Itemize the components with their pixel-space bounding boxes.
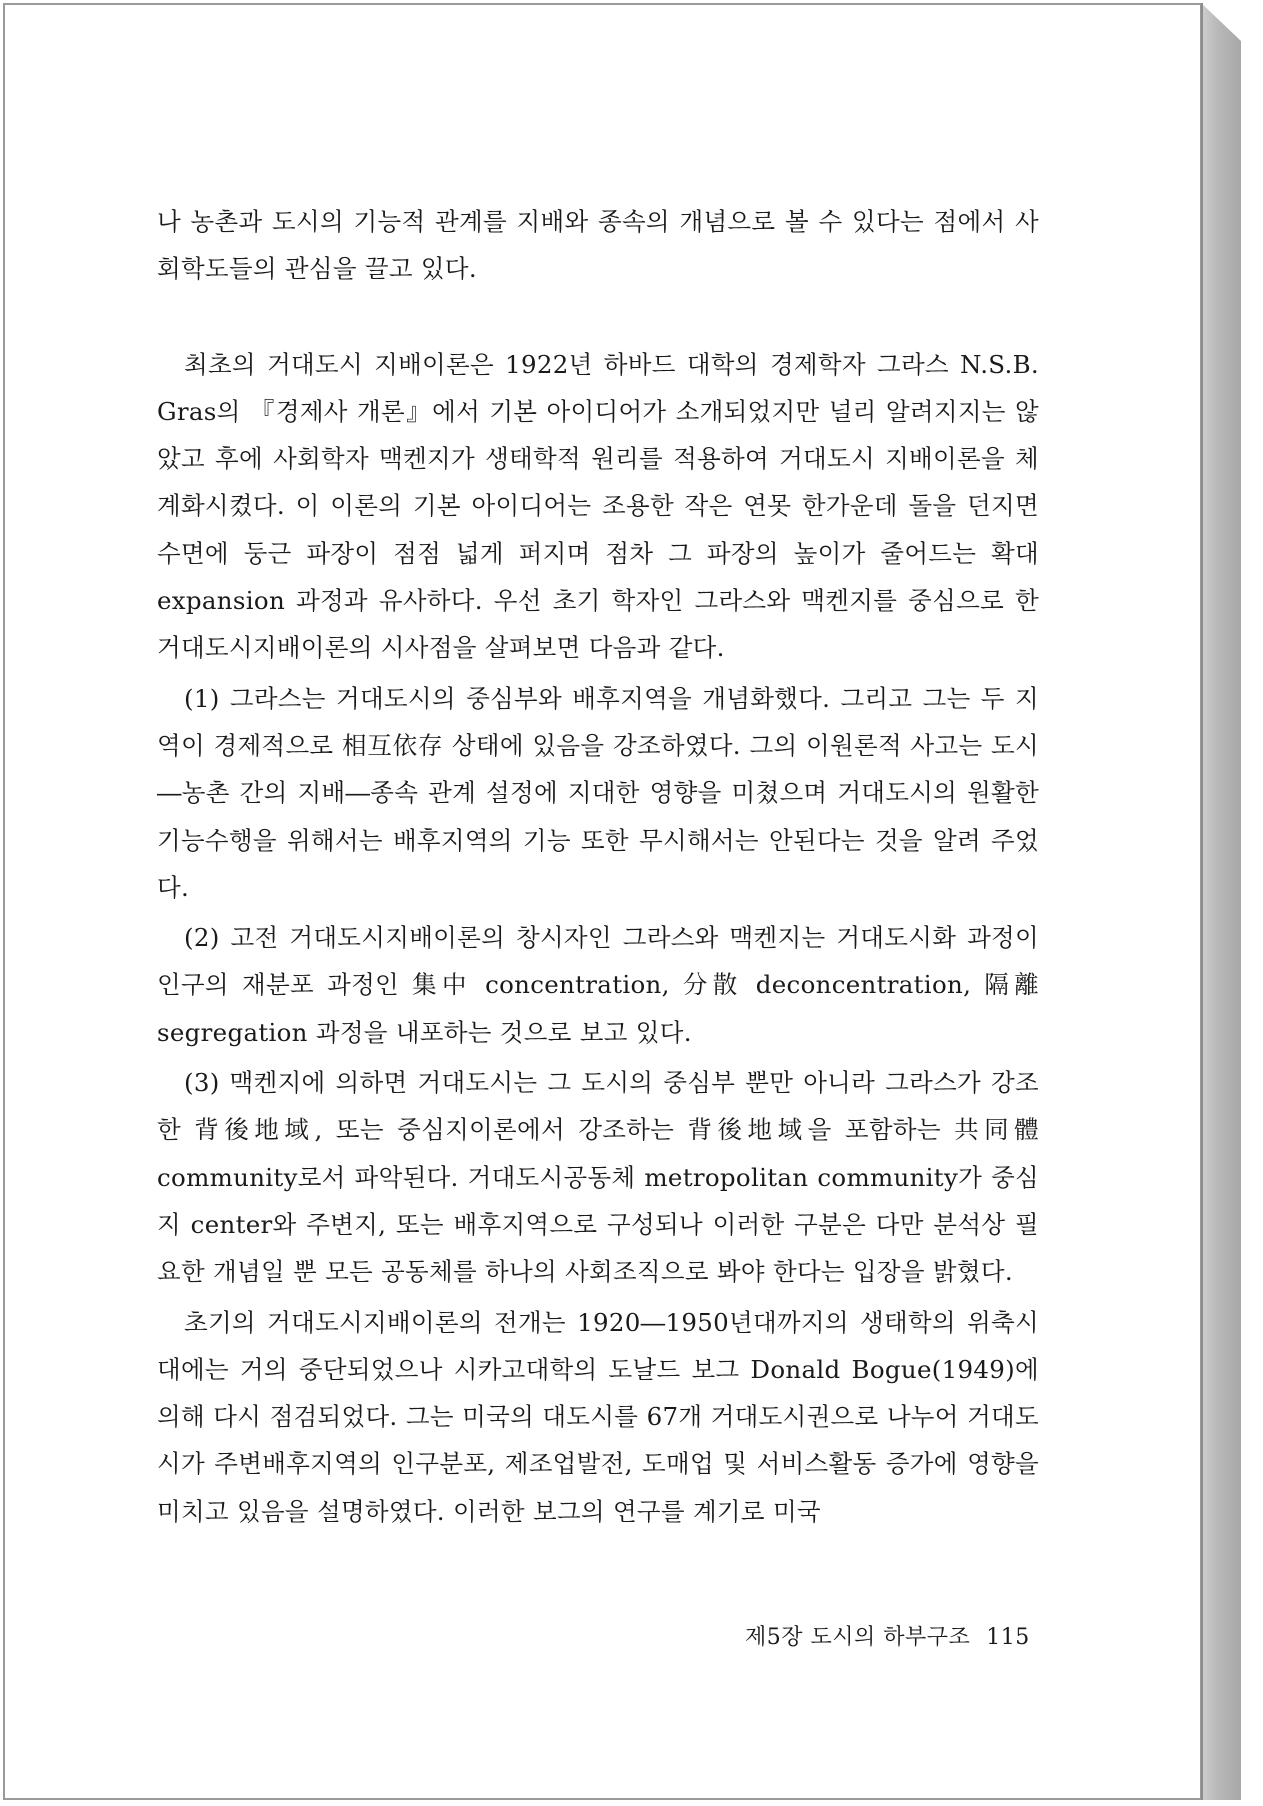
paragraph-point-2: (2) 고전 거대도시지배이론의 창시자인 그라스와 맥켄지는 거대도시화 과정이 인구의 재분포 과정인 集中 concentration, 分散 deconcentration, 隔離 segregation 과정을 내포하는 것으로 보고 있다. — [157, 923, 1039, 1047]
page-number: 115 — [986, 1625, 1030, 1650]
paragraph-theory-origin: 최초의 거대도시 지배이론은 1922년 하바드 대학의 경제학자 그라스 N.S.B. Gras의 『경제사 개론』에서 기본 아이디어가 소개되었지만 널리 알려지지는 않았고 후에 사회학자 맥켄지가 생태학적 원리를 적용하여 거대도시 지배이론을 체계화시켰다. 이 이론의 기본 아이디어는 조용한 작은 연못 한가운데 돌을 던지면 수면에 둥근 파장이 점점 넓게 퍼지며 점차 그 파장의 높이가 줄어드는 확대 expansion 과정과 유사하다. 우선 초기 학자인 그라스와 맥켄지를 중심으로 한 거대도시지배이론의 시사점을 살펴보면 다음과 같다. — [157, 349, 1039, 663]
chapter-title: 제5장 도시의 하부구조 — [745, 1625, 971, 1650]
paragraph-bogue: 초기의 거대도시지배이론의 전개는 1920―1950년대까지의 생태학의 위축시대에는 거의 중단되었으나 시카고대학의 도날드 보그 Donald Bogue(1949)에 의해 다시 점검되었다. 그는 미국의 대도시를 67개 거대도시권으로 나누어 거대도시가 주변배후지역의 인구분포, 제조업발전, 도매업 및 서비스활동 증가에 영향을 미치고 있음을 설명하였다. 이러한 보그의 연구를 계기로 미국 — [157, 1307, 1039, 1526]
page-body — [157, 198, 1039, 1535]
book-page-edge — [1201, 3, 1241, 1800]
running-footer — [745, 1620, 1045, 1651]
paragraph-spacer — [157, 293, 1039, 341]
book-page-edge-line — [1201, 3, 1203, 1800]
paragraph-continuation: 나 농촌과 도시의 기능적 관계를 지배와 종속의 개념으로 볼 수 있다는 점에서 사회학도들의 관심을 끌고 있다. — [157, 207, 1039, 284]
paragraph-point-1: (1) 그라스는 거대도시의 중심부와 배후지역을 개념화했다. 그리고 그는 두 지역이 경제적으로 相互依存 상태에 있음을 강조하였다. 그의 이원론적 사고는 도시―농촌 간의 지배―종속 관계 설정에 지대한 영향을 미쳤으며 거대도시의 원활한 기능수행을 위해서는 배후지역의 기능 또한 무시해서는 안된다는 것을 알려 주었다. — [157, 683, 1039, 902]
paragraph-point-3: (3) 맥켄지에 의하면 거대도시는 그 도시의 중심부 뿐만 아니라 그라스가 강조한 背後地域, 또는 중심지이론에서 강조하는 背後地域을 포함하는 共同體 community로서 파악된다. 거대도시공동체 metropolitan community가 중심지 center와 주변지, 또는 배후지역으로 구성되나 이러한 구분은 다만 분석상 필요한 개념일 뿐 모든 공동체를 하나의 사회조직으로 봐야 한다는 입장을 밝혔다. — [157, 1068, 1039, 1287]
